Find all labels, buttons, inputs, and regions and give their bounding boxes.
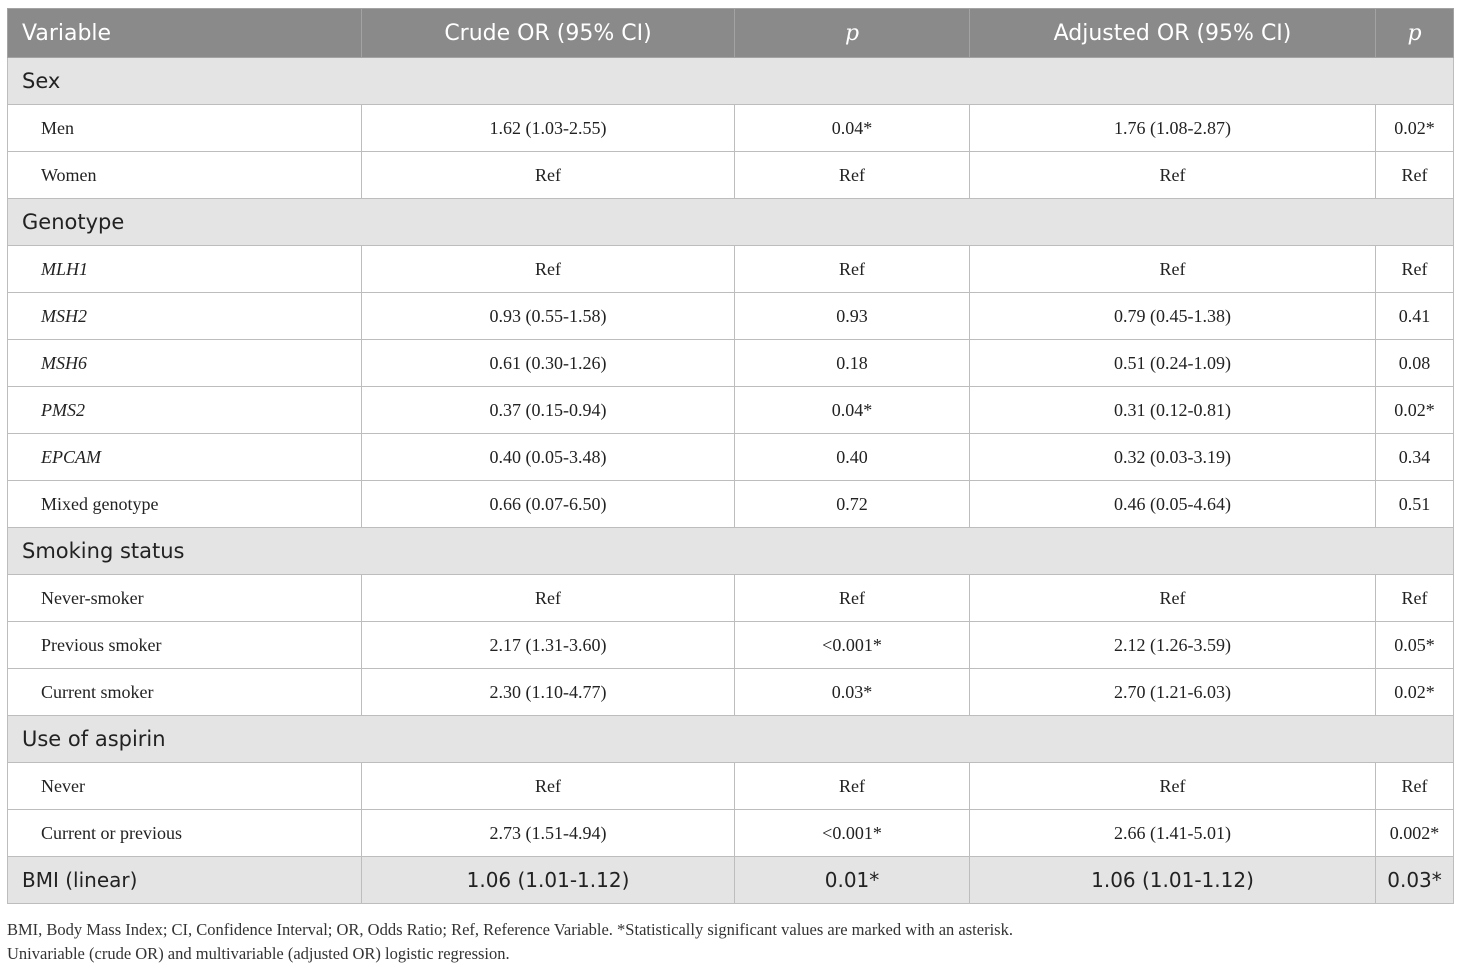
table-row [8,481,1454,528]
section-title: Sex [8,58,1454,105]
header-adjusted-or: Adjusted OR (95% CI) [970,9,1376,58]
crude-or-cell: Ref [362,152,735,199]
crude-or-cell: 0.61 (0.30-1.26) [362,340,735,387]
table-row [8,293,1454,340]
adjusted-or-cell: 1.76 (1.08-2.87) [970,105,1376,152]
table-row [8,575,1454,622]
p-crude-cell: Ref [735,575,970,622]
p-adjusted-cell: 0.34 [1376,434,1454,481]
table-row [8,669,1454,716]
row-label: EPCAM [8,434,362,481]
footnote-method: Univariable (crude OR) and multivariable (adjusted OR) logistic regression. [7,944,510,963]
p-crude-cell: Ref [735,763,970,810]
table-footnotes [7,918,1453,966]
p-adjusted-cell: 0.51 [1376,481,1454,528]
adjusted-or-cell: 2.70 (1.21-6.03) [970,669,1376,716]
adjusted-or-cell: Ref [970,575,1376,622]
crude-or-cell: 2.17 (1.31-3.60) [362,622,735,669]
p-crude-cell: 0.18 [735,340,970,387]
adjusted-or-cell: 0.31 (0.12-0.81) [970,387,1376,434]
p-crude-cell: Ref [735,152,970,199]
row-label: Never-smoker [8,575,362,622]
crude-or-cell: 2.30 (1.10-4.77) [362,669,735,716]
section-header-row [8,58,1454,105]
row-label: Previous smoker [8,622,362,669]
row-label: MSH6 [8,340,362,387]
row-label: Mixed genotype [8,481,362,528]
row-label: MLH1 [8,246,362,293]
p-adjusted-cell: 0.02* [1376,669,1454,716]
odds-ratio-table [7,8,1454,904]
adjusted-or-cell: 2.66 (1.41-5.01) [970,810,1376,857]
p-crude-cell: Ref [735,246,970,293]
p-crude-cell: 0.03* [735,669,970,716]
header-p-crude: p [735,9,970,58]
bmi-row [8,857,1454,904]
crude-or-cell: 2.73 (1.51-4.94) [362,810,735,857]
bmi-p-adjusted: 0.03* [1376,857,1454,904]
adjusted-or-cell: Ref [970,763,1376,810]
p-crude-cell: 0.40 [735,434,970,481]
crude-or-cell: 1.62 (1.03-2.55) [362,105,735,152]
row-label: Men [8,105,362,152]
table-row [8,387,1454,434]
p-adjusted-cell: 0.05* [1376,622,1454,669]
header-crude-or: Crude OR (95% CI) [362,9,735,58]
section-title: Use of aspirin [8,716,1454,763]
footnote-abbreviations: BMI, Body Mass Index; CI, Confidence Interval; OR, Odds Ratio; Ref, Reference Variable. *Statistically significant values are marked with an asterisk. [7,920,1013,939]
header-p-adjusted: p [1376,9,1454,58]
adjusted-or-cell: 0.51 (0.24-1.09) [970,340,1376,387]
table-row [8,340,1454,387]
table-row [8,810,1454,857]
crude-or-cell: 0.93 (0.55-1.58) [362,293,735,340]
section-header-row [8,199,1454,246]
row-label: Current smoker [8,669,362,716]
p-crude-cell: 0.04* [735,105,970,152]
header-variable: Variable [8,9,362,58]
crude-or-cell: Ref [362,575,735,622]
row-label: Women [8,152,362,199]
section-title: Smoking status [8,528,1454,575]
p-adjusted-cell: Ref [1376,246,1454,293]
adjusted-or-cell: 0.46 (0.05-4.64) [970,481,1376,528]
p-crude-cell: <0.001* [735,810,970,857]
p-adjusted-cell: Ref [1376,152,1454,199]
section-title: Genotype [8,199,1454,246]
crude-or-cell: Ref [362,763,735,810]
crude-or-cell: Ref [362,246,735,293]
table-row [8,622,1454,669]
p-crude-cell: <0.001* [735,622,970,669]
row-label: Never [8,763,362,810]
table-row [8,246,1454,293]
bmi-crude-or: 1.06 (1.01-1.12) [362,857,735,904]
table-row [8,152,1454,199]
section-header-row [8,716,1454,763]
crude-or-cell: 0.66 (0.07-6.50) [362,481,735,528]
bmi-adjusted-or: 1.06 (1.01-1.12) [970,857,1376,904]
crude-or-cell: 0.37 (0.15-0.94) [362,387,735,434]
p-adjusted-cell: Ref [1376,575,1454,622]
adjusted-or-cell: Ref [970,152,1376,199]
p-crude-cell: 0.93 [735,293,970,340]
table-row [8,763,1454,810]
adjusted-or-cell: 0.79 (0.45-1.38) [970,293,1376,340]
adjusted-or-cell: 0.32 (0.03-3.19) [970,434,1376,481]
table-body [8,58,1454,904]
adjusted-or-cell: Ref [970,246,1376,293]
section-header-row [8,528,1454,575]
row-label: PMS2 [8,387,362,434]
bmi-label: BMI (linear) [8,857,362,904]
row-label: MSH2 [8,293,362,340]
crude-or-cell: 0.40 (0.05-3.48) [362,434,735,481]
p-adjusted-cell: 0.02* [1376,105,1454,152]
p-adjusted-cell: 0.02* [1376,387,1454,434]
table-header-row [8,9,1454,58]
row-label: Current or previous [8,810,362,857]
table-row [8,105,1454,152]
p-adjusted-cell: 0.002* [1376,810,1454,857]
p-adjusted-cell: Ref [1376,763,1454,810]
p-crude-cell: 0.72 [735,481,970,528]
table-row [8,434,1454,481]
adjusted-or-cell: 2.12 (1.26-3.59) [970,622,1376,669]
p-adjusted-cell: 0.08 [1376,340,1454,387]
bmi-p-crude: 0.01* [735,857,970,904]
results-table-container [7,8,1453,904]
p-crude-cell: 0.04* [735,387,970,434]
p-adjusted-cell: 0.41 [1376,293,1454,340]
